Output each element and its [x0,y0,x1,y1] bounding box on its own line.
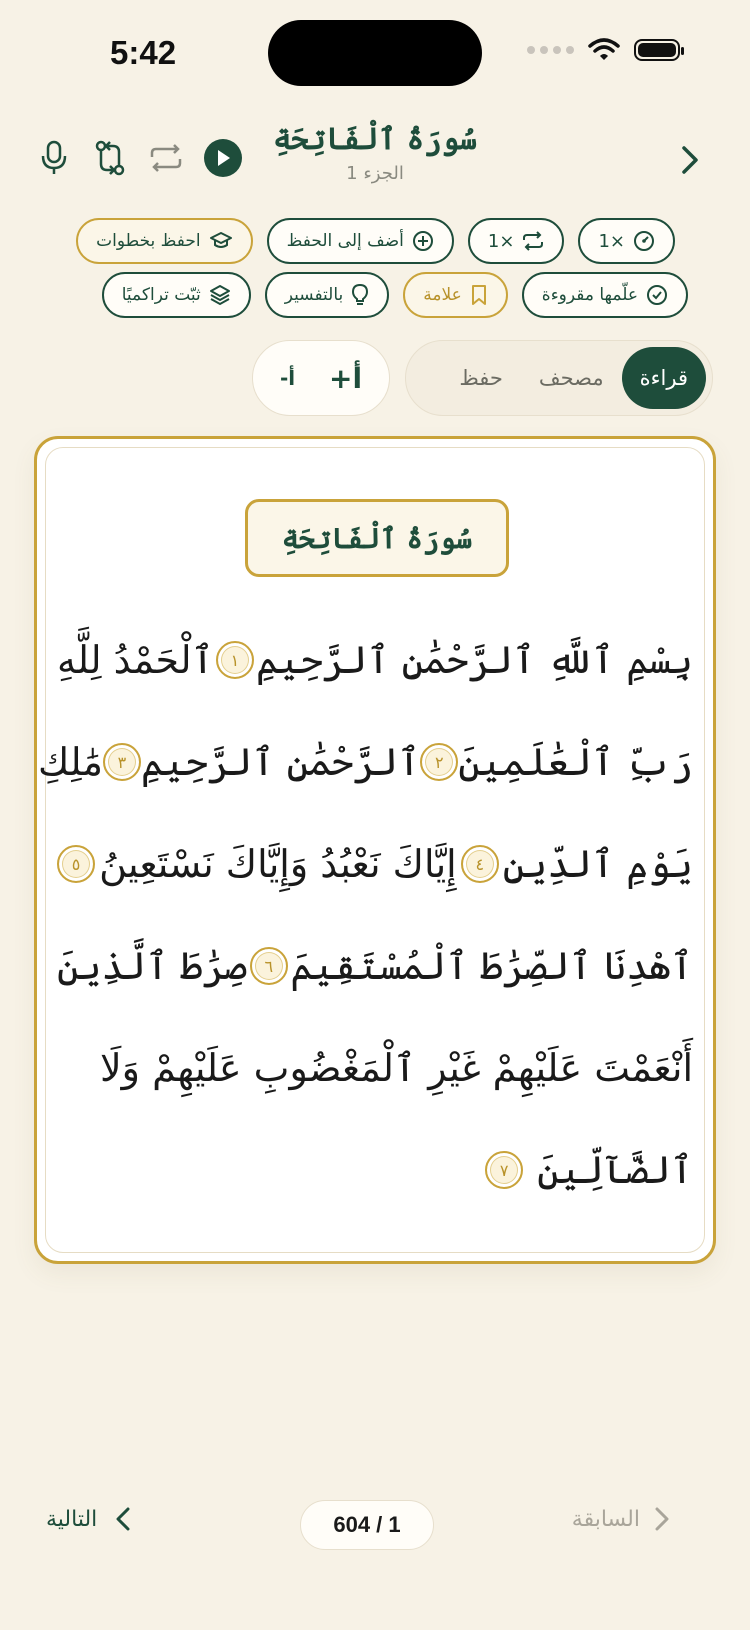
verse-text[interactable]: يَوْمِ ٱلدِّينِ [502,842,693,886]
tafsir-chip[interactable] [265,272,390,318]
verse-line [57,915,693,1017]
dynamic-island [268,20,482,86]
mark-as-read-chip[interactable] [522,272,688,318]
bookmark-label: علامة [423,285,462,305]
verse-text[interactable]: صِرَٰطَ ٱلَّذِينَ [57,944,248,988]
next-page-button[interactable] [46,1506,131,1532]
verse-line [38,711,693,813]
battery-icon [634,39,680,61]
wifi-icon [588,38,620,62]
cumulative-review-label: ثبّت تراكميًا [121,285,201,305]
ayah-number-marker[interactable]: ٣ [103,743,141,781]
previous-page-label: السابقة [571,1506,640,1532]
page-indicator: 604 / 1 [300,1500,434,1550]
add-to-memorization-chip[interactable] [267,218,454,264]
font-decrease-button[interactable]: أ- [279,366,296,390]
status-bar [0,0,750,110]
speed-label: 1× [598,230,625,252]
verse-line [57,813,693,915]
surah-name-banner: سُورَةُ ٱلْفَاتِحَةِ [245,499,509,577]
repeat-count-label: 1× [487,230,515,252]
reading-mode-tabs [405,340,713,416]
header-title-block [0,122,750,184]
tafsir-label: بالتفسير [284,285,344,305]
verse-text[interactable]: ٱلْحَمْدُ لِلَّهِ [57,638,214,682]
ayah-number-marker[interactable]: ٦ [250,947,288,985]
tab-memorization[interactable]: حفظ [459,366,503,390]
lightbulb-icon [351,283,369,307]
chevron-left-icon [115,1506,131,1532]
juz-label: الجزء 1 [346,163,404,184]
cumulative-review-chip[interactable] [102,272,251,318]
ayah-number-marker[interactable]: ٥ [57,845,95,883]
ayah-number-marker[interactable]: ١ [216,641,254,679]
add-to-memorization-label: أضف إلى الحفظ [286,231,404,251]
tab-mushaf[interactable]: مصحف [538,366,604,390]
plus-circle-icon [412,230,434,252]
repeat-count-chip[interactable] [468,218,565,264]
signal-dots-icon [527,46,574,54]
repeat-icon [522,231,544,251]
verse-text[interactable]: إِيَّاكَ نَعْبُدُ وَإِيَّاكَ نَسْتَعِينُ [99,842,457,886]
back-button[interactable] [672,140,708,180]
memorize-steps-label: احفظ بخطوات [96,231,201,251]
memorize-steps-chip[interactable] [76,218,253,264]
chevron-right-icon [680,144,700,176]
previous-page-button[interactable] [572,1506,670,1532]
verse-text[interactable]: ٱهْدِنَا ٱلصِّرَٰطَ ٱلْمُسْتَقِيمَ [290,944,693,988]
check-circle-icon [646,284,668,306]
speedometer-icon [633,230,655,252]
verse-lines [38,609,693,1221]
action-chips-row-1 [76,218,675,264]
verse-text[interactable]: مَٰلِكِ [38,740,103,784]
verse-line [57,609,693,711]
chevron-right-icon [654,1506,670,1532]
status-icons [527,38,680,62]
page-title: سُورَةُ ٱلْفَاتِحَةِ [273,122,477,157]
reader-header [0,110,750,210]
mark-as-read-label: علّمها مقروءة [541,285,638,305]
mushaf-page-card [34,436,716,1264]
verse-text[interactable]: ٱلضَّآلِّينَ [537,1148,693,1192]
verse-text[interactable]: أَنْعَمْتَ عَلَيْهِمْ غَيْرِ ٱلْمَغْضُوبِ عَلَيْهِمْ وَلَا [99,1046,693,1090]
verse-text[interactable]: رَبِّ ٱلْعَٰلَمِينَ [458,740,693,784]
ayah-number-marker[interactable]: ٧ [485,1151,523,1189]
status-time: 5:42 [110,34,177,71]
layers-icon [209,284,231,306]
font-size-control [252,340,390,416]
bookmark-chip[interactable] [403,272,508,318]
verse-text[interactable]: بِسْمِ ٱللَّهِ ٱلرَّحْمَٰنِ ٱلرَّحِيمِ [255,638,693,682]
page-navigation [0,1500,750,1556]
verse-text[interactable]: ٱلرَّحْمَٰنِ ٱلرَّحِيمِ [140,740,421,784]
tab-reading[interactable]: قراءة [622,347,706,409]
verse-line [57,1119,693,1221]
ayah-number-marker[interactable]: ٤ [461,845,499,883]
bookmark-icon [470,284,488,306]
ayah-number-marker[interactable]: ٢ [420,743,458,781]
speed-chip[interactable] [578,218,675,264]
font-increase-button[interactable]: أ+ [329,361,363,395]
action-chips-row-2 [102,272,688,318]
next-page-label: التالية [46,1506,98,1532]
graduation-cap-icon [209,231,233,251]
verse-line [57,1017,693,1119]
